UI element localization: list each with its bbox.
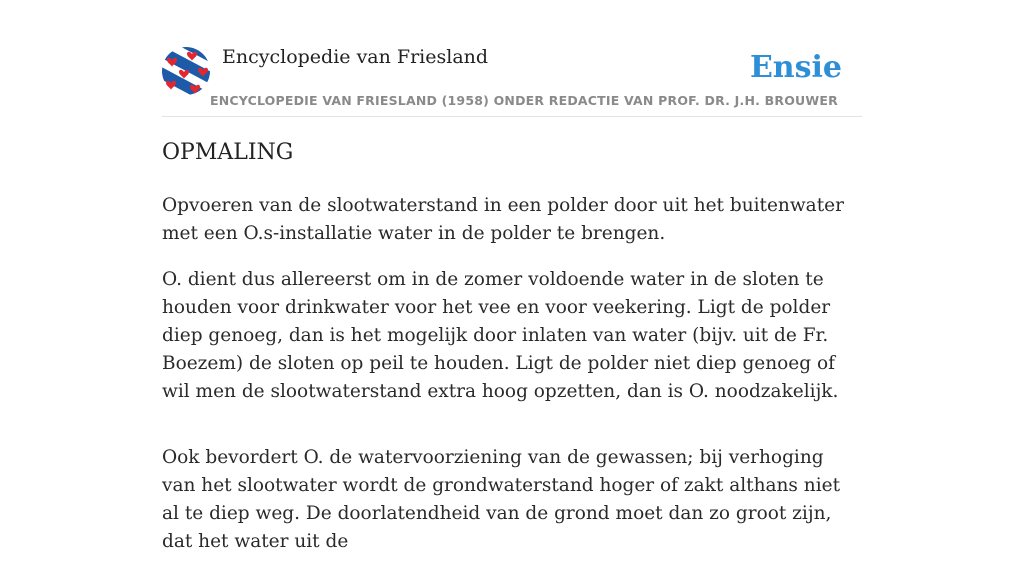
article-title: OPMALING	[162, 140, 294, 165]
site-header	[162, 40, 862, 117]
ensie-brand-link[interactable]: Ensie	[749, 50, 842, 85]
site-subtitle: ENCYCLOPEDIE VAN FRIESLAND (1958) ONDER REDACTIE VAN PROF. DR. J.H. BROUWER	[210, 93, 838, 108]
article-content	[162, 192, 862, 574]
article-paragraph: Ook bevordert O. de watervoorziening van de gewassen; bij verhoging van het slootwater wordt de grondwaterstand hoger of zakt althans niet al te diep weg. De doorlatendheid van de grond moet dan zo groot zijn, dat het water uit de	[162, 447, 841, 552]
article-paragraph: Opvoeren van de slootwaterstand in een polder door uit het buitenwater met een O.s-installatie water in de polder te brengen.	[162, 195, 844, 244]
frisian-flag-logo-icon[interactable]	[162, 47, 210, 95]
article-paragraph: O. dient dus allereerst om in de zomer voldoende water in de sloten te houden voor drinkwater voor het vee en voor veekering. Ligt de polder diep genoeg, dan is het mogelijk door inlaten van water (bijv. uit de Fr. Boezem) de sloten op peil te houden. Ligt de polder niet diep genoeg of wil men de slootwaterstand extra hoog opzetten, dan is O. noodzakelijk.	[162, 269, 839, 402]
site-title-link[interactable]: Encyclopedie van Friesland	[222, 46, 489, 68]
